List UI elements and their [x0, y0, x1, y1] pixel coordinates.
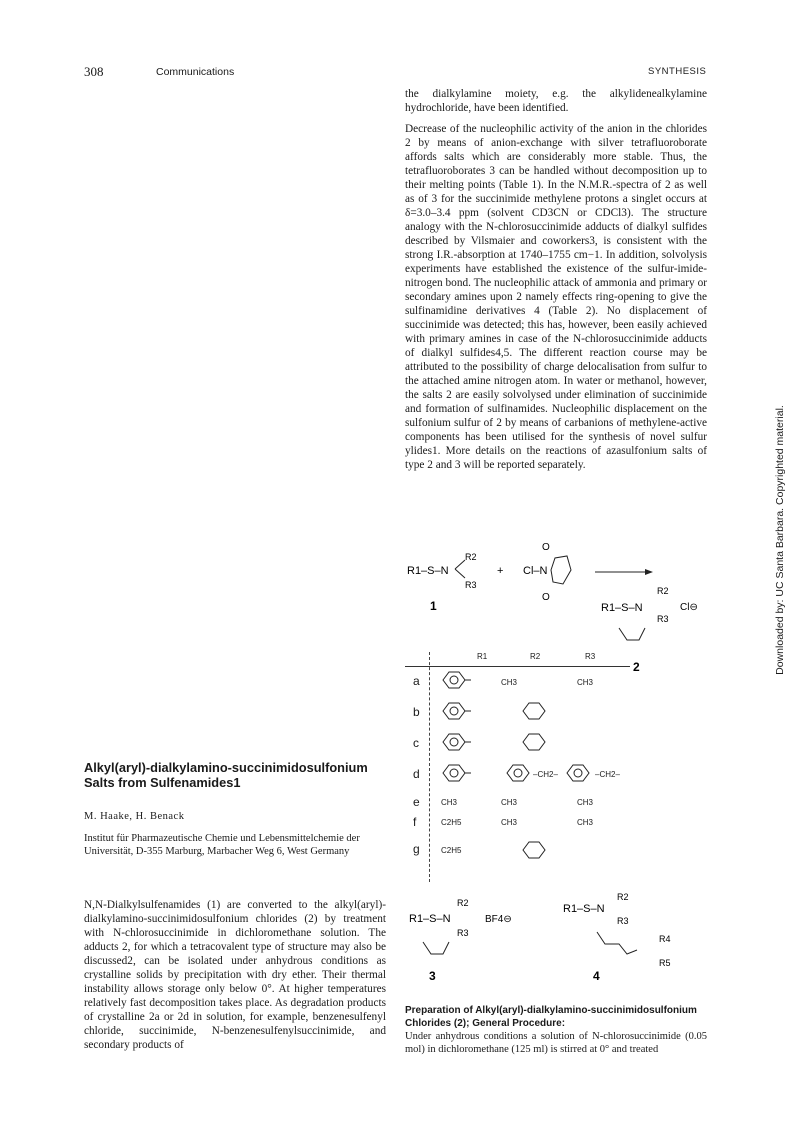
cell-f-r2: CH3 [501, 818, 518, 827]
cell-f-r3: CH3 [577, 818, 594, 827]
succinimide-ring-2 [619, 628, 645, 640]
scheme-2-r3: R3 [657, 614, 669, 624]
scheme-3-r3: R3 [457, 928, 469, 938]
table-header-r1: R1 [477, 652, 488, 661]
phenyl-ring-icons [443, 672, 589, 858]
scheme-2-r2: R2 [657, 586, 669, 596]
table-rule [405, 666, 630, 667]
scheme-4-r1-s-n: R1–S–N [563, 903, 605, 915]
procedure-heading: Preparation of Alkyl(aryl)-dialkylamino-succinimidosulfonium Chlorides (2); General Procedure: [405, 1005, 697, 1029]
scheme-3-r1-s-n: R1–S–N [409, 913, 451, 925]
scheme-4-r4: R4 [659, 934, 671, 944]
sulfinamidine-chain [597, 932, 637, 954]
journal-name: SYNTHESIS [648, 66, 707, 77]
paragraph-2: Decrease of the nucleophilic activity of the anion in the chlorides 2 by means of anion-exchange with silver tetrafluoroborate affords salts which are considerably more stable. Thus, the tetrafluoroborates 3 can be handled without decomposition up to their melting points (Table 1). In the N.M.R.-spectra of 2 as well as of 3 for the succinimide methylene protons a singlet occurs at δ=3.0–3.4 ppm (solvent CD3CN or CDCl3). The structure analogy with the N-chlorosuccinimide adducts of dialkyl sulfides described by Vilsmaier and coworkers3, is consistent with the strong I.R.-absorption at 1740–1755 cm−1. In addition, solvolysis experiments have established the existence of the sulfur-imide-nitrogen bond. The nucleophilic attack of ammonia and primary or secondary amines upon 2 namely effects ring-opening to give the sulfinamidine derivatives 4 (Table 2). No displacement of succinimide was detected; this has, however, been easily achieved with primary amines in case of the N-chlorosuccinimide adducts of dialkyl sulfides4,5. The different reaction course may be attributed to the possibility of charge delocalisation from sulfur to the attached amine nitrogen atom. In water or methanol, however, the salts 2 are easily solvolysed under elimination of succinimide and formation of sulfinamides. Nucleophilic displacement on the sulfonium sulfur of 2 by means of carbanions of methylene-active components has been utilised for the synthesis of novel sulfur ylides1. More details on the reactions of azasulfonium salts of type 2 and 3 will be reported separately. [405, 123, 707, 471]
download-notice: Downloaded by: UC Santa Barbara. Copyrighted material. [774, 405, 786, 675]
page-number: 308 [84, 64, 104, 79]
procedure-text: Under anhydrous conditions a solution of N-chlorosuccinimide (0.05 mol) in dichloromethane (125 ml) is stirred at 0° and treated [405, 1031, 707, 1055]
ncs-oxygen-bottom: O [542, 592, 550, 603]
article-authors: M. Haake, H. Benack [84, 811, 185, 822]
article-affiliation: Institut für Pharmazeutische Chemie und Lebensmittelchemie der Universität, D-355 Marburg, Marbacher Weg 6, West Germany [84, 833, 360, 857]
table-divider [429, 652, 430, 882]
compound-2-label: 2 [633, 660, 640, 674]
table-header-r3: R3 [585, 652, 596, 661]
cell-e-r2: CH3 [501, 798, 518, 807]
table-header-r2: R2 [530, 652, 541, 661]
scheme-cl-n: Cl–N [523, 565, 548, 577]
cell-a-r2: CH3 [501, 678, 518, 687]
cell-d-r3: –CH2– [595, 770, 620, 779]
scheme-chloride: Cl⊖ [680, 602, 698, 613]
compound-3-label: 3 [429, 969, 436, 983]
paragraph-1: the dialkylamine moiety, e.g. the alkylidenealkylamine hydrochloride, have been identified. [405, 88, 707, 114]
article-abstract: N,N-Dialkylsulfenamides (1) are converted to the alkyl(aryl)-dialkylamino-succinimidosulfonium chlorides (2) by treatment with N-chlorosuccinimide in dichloromethane solution. The adducts 2, for which a tetracovalent type of structure may also be discussed2, can be isolated under anhydrous conditions as crystalline solids by precipitation with dry ether. Their thermal instability allows storage only below 0°. At higher temperatures relatively fast decomposition takes place. As degradation products of crystalline 2a or 2d in solution, for example, benzenesulfenyl chloride, succinimide, N-benzenesulfenylsuccinimide, and secondary products of [84, 899, 386, 1051]
scheme-plus: + [497, 565, 504, 577]
cell-e-r1: CH3 [441, 798, 458, 807]
compound-4-label: 4 [593, 969, 600, 983]
row-label-a: a [413, 674, 420, 688]
row-label-c: c [413, 736, 419, 750]
scheme-bf4: BF4⊖ [485, 914, 512, 925]
cell-g-r1: C2H5 [441, 846, 462, 855]
scheme-r1-s-n: R1–S–N [407, 565, 449, 577]
section-label: Communications [156, 66, 235, 78]
scheme-4-r3: R3 [617, 916, 629, 926]
ncs-oxygen-top: O [542, 542, 550, 553]
compound-1-label: 1 [430, 599, 437, 613]
cell-e-r3: CH3 [577, 798, 594, 807]
procedure-section [405, 1004, 707, 1056]
row-label-e: e [413, 795, 420, 809]
cell-d-r2: –CH2– [533, 770, 558, 779]
row-label-b: b [413, 705, 420, 719]
scheme-3-r2: R2 [457, 898, 469, 908]
table-structures [435, 668, 630, 868]
scheme-4-r2: R2 [617, 892, 629, 902]
scheme-r3: R3 [465, 580, 477, 590]
article-title: Alkyl(aryl)-dialkylamino-succinimidosulfonium Salts from Sulfenamides1 [84, 760, 368, 790]
cell-a-r3: CH3 [577, 678, 594, 687]
products-scheme [405, 892, 705, 1002]
right-column [405, 87, 707, 479]
row-label-g: g [413, 842, 420, 856]
row-label-d: d [413, 767, 420, 781]
substituent-table [405, 650, 630, 890]
scheme-4-r5: R5 [659, 958, 671, 968]
scheme-2-r1-s-n: R1–S–N [601, 602, 643, 614]
succinimide-ring-3 [423, 942, 449, 954]
row-label-f: f [413, 815, 417, 829]
cell-f-r1: C2H5 [441, 818, 462, 827]
scheme-r2: R2 [465, 552, 477, 562]
ncs-ring [551, 556, 571, 584]
